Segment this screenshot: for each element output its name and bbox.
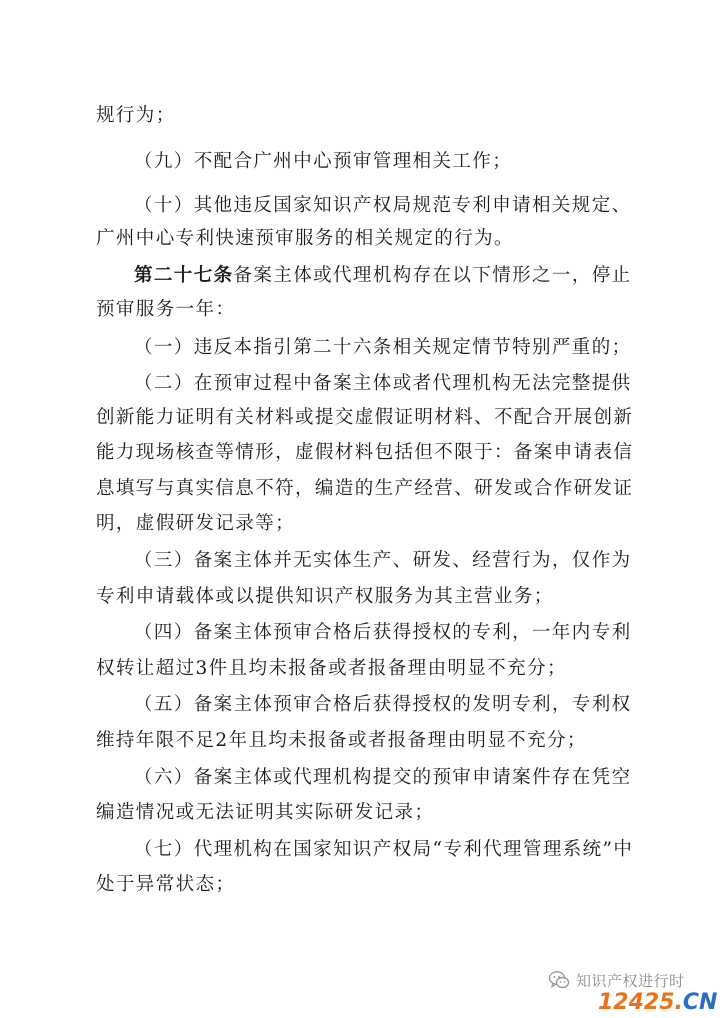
text-line: 预审服务一年： <box>96 299 236 320</box>
text-line: 编造情况或无法证明其实际研发记录； <box>96 802 435 823</box>
wechat-icon <box>548 969 570 991</box>
watermark-text: 知识产权进行时 <box>576 971 685 990</box>
site-logo <box>598 990 717 1016</box>
text-line: 专利申请载体或以提供知识产权服务为其主营业务； <box>96 586 554 607</box>
text-line: 广州中心专利快速预审服务的相关规定的行为。 <box>96 228 514 249</box>
text-line: 规行为； <box>96 105 176 126</box>
text-line: （五）备案主体预审合格后获得授权的发明专利，专利权 <box>134 694 632 715</box>
text-line: （九）不配合广州中心预审管理相关工作； <box>134 151 513 172</box>
text-line: 创新能力证明有关材料或提交虚假证明材料、不配合开展创新 <box>96 407 634 428</box>
text-line: 明，虚假研发记录等； <box>96 513 296 534</box>
text-line: 权转让超过3件且均未报备或者报备理由明显不充分； <box>96 658 567 679</box>
text-line: 维持年限不足2年且均未报备或者报备理由明显不充分； <box>96 730 587 751</box>
article-27-paragraph <box>134 264 632 288</box>
site-logo-tld: CN <box>682 990 718 1015</box>
article-text: 备案主体或代理机构存在以下情形之一，停止 <box>233 265 632 286</box>
text-line: 息填写与真实信息不符，编造的生产经营、研发或合作研发证 <box>96 478 634 499</box>
text-line: 能力现场核查等情形，虚假材料包括但不限于：备案申请表信 <box>96 442 634 463</box>
text-line: （四）备案主体预审合格后获得授权的专利，一年内专利 <box>134 622 632 643</box>
text-line: （二）在预审过程中备案主体或者代理机构无法完整提供 <box>134 373 632 394</box>
article-heading: 第二十七条 <box>134 265 234 286</box>
text-line: 处于异常状态； <box>96 874 236 895</box>
text-line: （六）备案主体或代理机构提交的预审申请案件存在凭空 <box>134 767 632 788</box>
wechat-watermark <box>548 968 685 992</box>
text-line: （三）备案主体并无实体生产、研发、经营行为，仅作为 <box>134 550 632 571</box>
text-line: （七）代理机构在国家知识产权局“专利代理管理系统”中 <box>134 839 634 860</box>
text-line: （十）其他违反国家知识产权局规范专利申请相关规定、 <box>134 195 632 216</box>
site-logo-dot: . <box>674 990 683 1015</box>
site-logo-number: 12425 <box>598 990 675 1015</box>
text-line: （一）违反本指引第二十六条相关规定情节特别严重的； <box>134 337 632 358</box>
